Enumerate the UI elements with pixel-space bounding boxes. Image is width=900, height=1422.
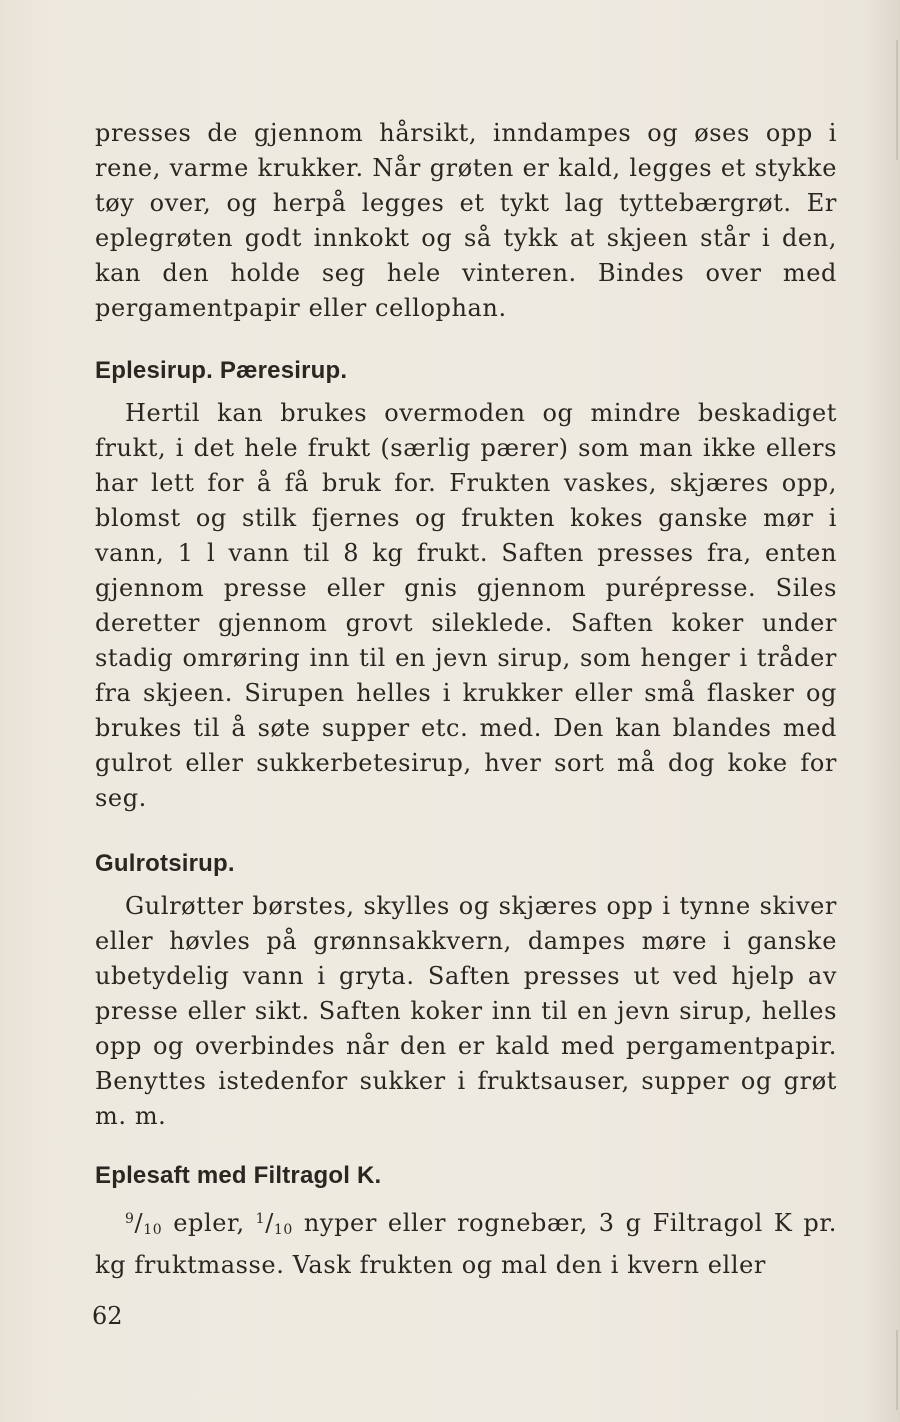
eplesaft-paragraph [95, 1202, 837, 1283]
page-edge-shadow [896, 1330, 898, 1410]
heading-eplesirup: Eplesirup. Pæresirup. [95, 357, 348, 384]
eplesaft-text-a: epler, [162, 1209, 256, 1237]
fraction-denominator: 10 [273, 1222, 293, 1238]
intro-paragraph-block [95, 116, 837, 326]
fraction-nine-tenths: $^9/_{10}$ [125, 1209, 163, 1238]
eplesirup-text: Hertil kan brukes overmoden og mindre beskadiget frukt, i det hele frukt (særlig pærer) som man ikke ellers har lett for å få bruk for. Frukten vaskes, skjæres opp, blomst og stilk fjernes og frukten kokes ganske mør i vann, 1 l vann til 8 kg frukt. Saften presses fra, enten gjennom presse eller gnis gjennom purépresse. Siles deretter gjennom grovt sileklede. Saften koker under stadig omrøring inn til en jevn sirup, som henger i tråder fra skjeen. Sirupen helles i krukker eller små flasker og brukes til å søte supper etc. med. Den kan blandes med gulrot eller sukkerbetesirup, hver sort må dog koke for seg. [95, 399, 837, 812]
gulrotsirup-paragraph [95, 889, 837, 1134]
fraction-numerator: 9 [125, 1211, 135, 1227]
gulrotsirup-block [95, 889, 837, 1134]
gulrotsirup-text: Gulrøtter børstes, skylles og skjæres opp i tynne skiver eller høvles på grønnsakkvern, dampes møre i ganske ubetydelig vann i gryta. Saften presses ut ved hjelp av presse eller sikt. Saften koker inn til en jevn sirup, helles opp og overbindes når den er kald med pergamentpapir. Benyttes istedenfor sukker i fruktsauser, supper og grøt m. m. [95, 892, 837, 1130]
heading-eplesaft: Eplesaft med Filtragol K. [95, 1162, 382, 1189]
heading-gulrotsirup: Gulrotsirup. [95, 850, 235, 877]
fraction-one-tenth: $^1/_{10}$ [255, 1209, 293, 1238]
intro-paragraph: presses de gjennom hårsikt, inndampes og øses opp i rene, varme krukker. Når grøten er kald, legges et stykke tøy over, og herpå legges et tykt lag tyttebærgrøt. Er eplegrøten godt innkokt og så tykk at skjeen står i den, kan den holde seg hele vinteren. Bindes over med pergamentpapir eller cellophan. [95, 119, 837, 322]
eplesirup-block [95, 396, 837, 816]
fraction-denominator: 10 [143, 1222, 163, 1238]
eplesaft-block [95, 1202, 837, 1283]
fraction-numerator: 1 [255, 1211, 266, 1227]
eplesaft-text-b: nyper eller rognebær, 3 g Filtragol K pr. kg fruktmasse. Vask frukten og mal den i kvern eller [95, 1209, 837, 1279]
page-edge-shadow [896, 40, 898, 160]
page-number: 62 [92, 1302, 123, 1330]
eplesirup-paragraph [95, 396, 837, 816]
